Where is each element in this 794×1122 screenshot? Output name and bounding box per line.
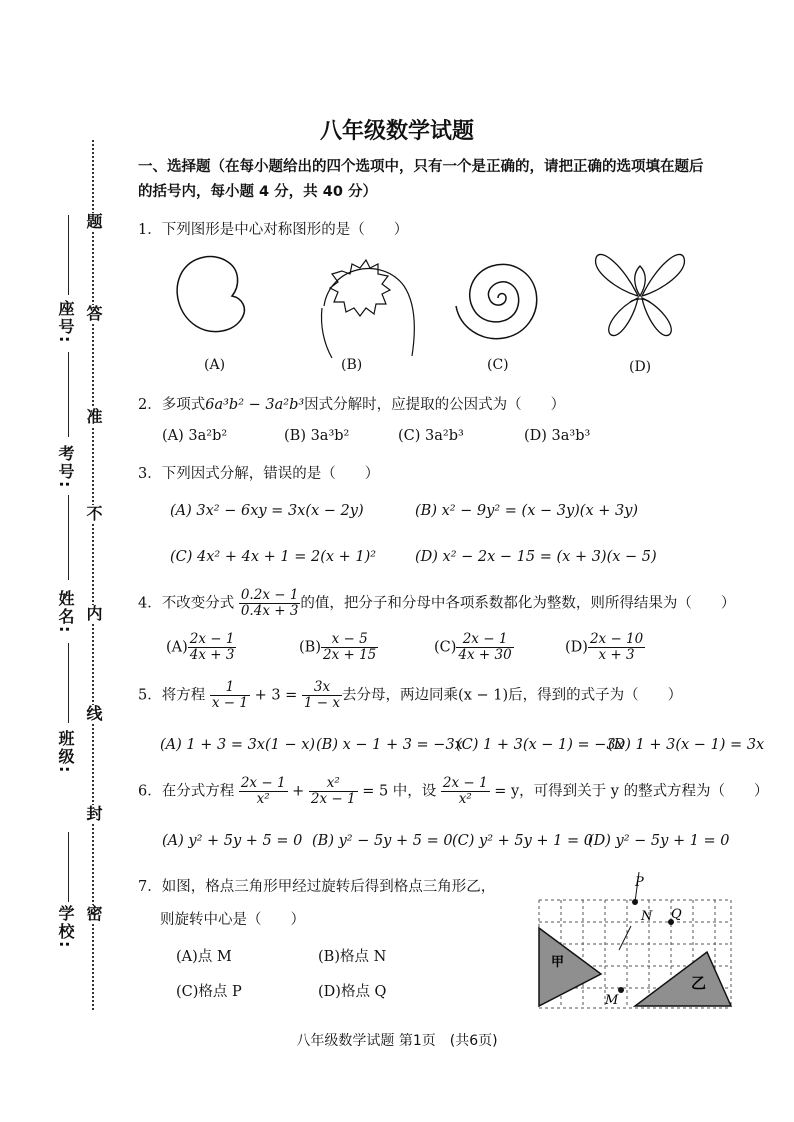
q6-option-a: (A) y² + 5y + 5 = 0 xyxy=(162,833,303,849)
q6-frac-1-num: 2x − 1 xyxy=(240,775,286,791)
q3-option-d: (D) x² − 2x − 15 = (x + 3)(x − 5) xyxy=(415,549,657,565)
q6-option-c: (C) y² + 5y + 1 = 0 xyxy=(452,833,593,849)
school-label: 学校: xyxy=(56,905,75,950)
q5-frac-1-num: 1 xyxy=(210,680,250,696)
q7-stem-line1: 7．如图，格点三角形甲经过旋转后得到格点三角形乙， xyxy=(138,879,496,895)
q7-option-a: (A)点 M xyxy=(176,949,232,965)
q4-option-d-label: (D) xyxy=(565,639,588,656)
q7-label-m: M xyxy=(605,993,619,1008)
q6-option-d: (D) y² − 5y + 1 = 0 xyxy=(588,833,730,849)
q2-stem-b: 因式分解时，应提取的公因式为（ ） xyxy=(304,397,566,413)
school-field xyxy=(68,832,69,902)
q4-option-a xyxy=(166,632,236,663)
q4-option-d-num: 2x − 10 xyxy=(589,631,644,647)
q7-label-yi: 乙 xyxy=(691,974,707,992)
q5-option-b: (B) x − 1 + 3 = −3x xyxy=(316,737,463,753)
q6-frac-2 xyxy=(309,776,358,807)
seal-char-6: 准 xyxy=(84,408,103,426)
q7-label-n: N xyxy=(641,909,653,924)
section-heading-line1: 一、选择题（在每小题给出的四个选项中，只有一个是正确的，请把正确的选项填在题后 xyxy=(138,159,704,175)
q2-expression: 6a³b² − 3a²b³ xyxy=(205,397,305,413)
q6-frac-2-den: 2x − 1 xyxy=(310,791,356,807)
q5-mid: + 3 = xyxy=(254,687,298,704)
q4-option-d-den: x + 3 xyxy=(598,647,635,663)
q4-option-a-label: (A) xyxy=(166,639,188,656)
q4-option-c-label: (C) xyxy=(434,639,457,656)
section-heading-line2: 的括号内，每小题 4 分，共 40 分） xyxy=(138,184,377,200)
q4-option-c-den: 4x + 30 xyxy=(458,647,512,663)
q1-label-d: (D) xyxy=(629,359,652,375)
q7-triangle-jia xyxy=(539,928,601,1006)
q7-point-n xyxy=(632,899,638,905)
class-label: 班级: xyxy=(56,730,75,775)
q3-option-b: (B) x² − 9y² = (x − 3y)(x + 3y) xyxy=(415,503,639,519)
q2-stem xyxy=(138,393,565,414)
q7-label-p: P xyxy=(635,875,644,890)
q6-frac-2-num: x² xyxy=(309,776,358,792)
q1-stem: 1．下列图形是中心对称图形的是（ ） xyxy=(138,222,409,238)
seal-char-4: 内 xyxy=(84,605,103,623)
seal-char-2: 封 xyxy=(84,805,103,823)
q7-option-c: (C)格点 P xyxy=(176,984,242,1000)
name-label: 姓名: xyxy=(56,590,75,635)
q1-label-c: (C) xyxy=(487,357,509,373)
q7-option-b: (B)格点 N xyxy=(318,949,387,965)
seat-label: 座号: xyxy=(56,300,75,345)
q1-figure-c xyxy=(448,248,548,348)
page-footer: 八年级数学试题 第1页 (共6页) xyxy=(296,1033,498,1049)
q4-option-a-num: 2x − 1 xyxy=(189,631,235,647)
q1-figure-d xyxy=(590,246,690,346)
q5-stem-a: 5．将方程 xyxy=(138,687,206,704)
q4-option-b xyxy=(299,632,378,663)
q2-option-c: (C) 3a²b³ xyxy=(398,428,464,444)
class-field xyxy=(68,643,69,723)
q1-figure-a xyxy=(170,248,260,348)
q4-stem-b: 的值，把分子和分母中各项系数都化为整数，则所得结果为（ ） xyxy=(300,595,736,612)
q7-point-m xyxy=(618,987,624,993)
q5-frac-1-den: x − 1 xyxy=(211,695,248,711)
q4-option-b-frac xyxy=(321,632,378,663)
q6-stem xyxy=(138,776,769,807)
seal-char-1: 密 xyxy=(84,905,103,923)
q3-option-a: (A) 3x² − 6xy = 3x(x − 2y) xyxy=(170,503,364,519)
q4-option-b-den: 2x + 15 xyxy=(322,647,377,663)
q4-fraction xyxy=(239,588,301,619)
q5-frac-2-num: 3x xyxy=(302,680,342,696)
q7-label-q: Q xyxy=(671,907,682,922)
q7-stem-line2: 则旋转中心是（ ） xyxy=(160,912,305,928)
q6-frac-3 xyxy=(441,776,490,807)
q4-option-d-frac xyxy=(588,632,645,663)
seal-char-3: 线 xyxy=(84,705,103,723)
q2-option-a: (A) 3a²b² xyxy=(162,428,228,444)
q6-frac-1 xyxy=(239,776,288,807)
q4-frac-num: 0.2x − 1 xyxy=(240,587,299,603)
q5-option-d: (D) 1 + 3(x − 1) = 3x xyxy=(608,737,765,753)
q5-frac-2 xyxy=(302,680,342,711)
q1-figure-b xyxy=(312,246,422,361)
q6-eq: = 5 中，设 xyxy=(362,783,437,800)
q4-option-c-num: 2x − 1 xyxy=(456,632,513,648)
q4-option-a-den: 4x + 3 xyxy=(189,647,235,663)
q3-stem: 3．下列因式分解，错误的是（ ） xyxy=(138,466,380,482)
q2-stem-a: 2．多项式 xyxy=(138,397,206,413)
q5-frac-2-den: 1 − x xyxy=(303,695,341,711)
q2-option-d: (D) 3a³b³ xyxy=(524,428,591,444)
exam-no-field xyxy=(68,352,69,437)
exam-no-label: 考号: xyxy=(56,445,75,490)
q4-option-d xyxy=(565,632,645,663)
name-field xyxy=(68,495,69,580)
q4-stem-a: 4．不改变分式 xyxy=(138,595,235,612)
q5-stem xyxy=(138,680,682,711)
seal-char-7: 答 xyxy=(84,305,103,323)
seal-char-5: 不 xyxy=(84,505,103,523)
seal-dotted-line xyxy=(92,140,94,1010)
q5-frac-1 xyxy=(210,680,250,711)
q4-option-c-frac xyxy=(456,632,513,663)
page-title: 八年级数学试题 xyxy=(319,119,474,144)
q4-stem xyxy=(138,588,735,619)
q6-frac-3-num: 2x − 1 xyxy=(442,775,488,791)
q4-frac-den: 0.4x + 3 xyxy=(240,603,299,619)
q5-option-a: (A) 1 + 3 = 3x(1 − x) xyxy=(160,737,316,753)
q7-label-jia: 甲 xyxy=(551,955,565,970)
q4-option-b-num: x − 5 xyxy=(321,632,378,648)
q5-option-c: (C) 1 + 3(x − 1) = −3x xyxy=(456,737,624,753)
q2-option-b: (B) 3a³b² xyxy=(284,428,350,444)
q6-stem-b: = y，可得到关于 y 的整式方程为（ ） xyxy=(494,783,769,800)
seat-field xyxy=(68,215,69,295)
seal-char-8: 题 xyxy=(84,213,103,231)
q4-option-a-frac xyxy=(188,632,237,663)
q5-stem-b: 去分母，两边同乘(x − 1)后，得到的式子为（ ） xyxy=(342,687,683,704)
q4-option-b-label: (B) xyxy=(299,639,321,656)
q4-option-c xyxy=(434,632,514,663)
q7-option-d: (D)格点 Q xyxy=(318,984,387,1000)
q1-label-a: (A) xyxy=(204,357,226,373)
q6-plus: + xyxy=(292,783,305,800)
q6-option-b: (B) y² − 5y + 5 = 0 xyxy=(312,833,453,849)
q6-frac-1-den: x² xyxy=(256,791,270,807)
q1-label-b: (B) xyxy=(341,357,363,373)
q6-stem-a: 6．在分式方程 xyxy=(138,783,235,800)
q3-option-c: (C) 4x² + 4x + 1 = 2(x + 1)² xyxy=(170,549,377,565)
q7-grid-figure xyxy=(535,870,735,1015)
q6-frac-3-den: x² xyxy=(458,791,472,807)
